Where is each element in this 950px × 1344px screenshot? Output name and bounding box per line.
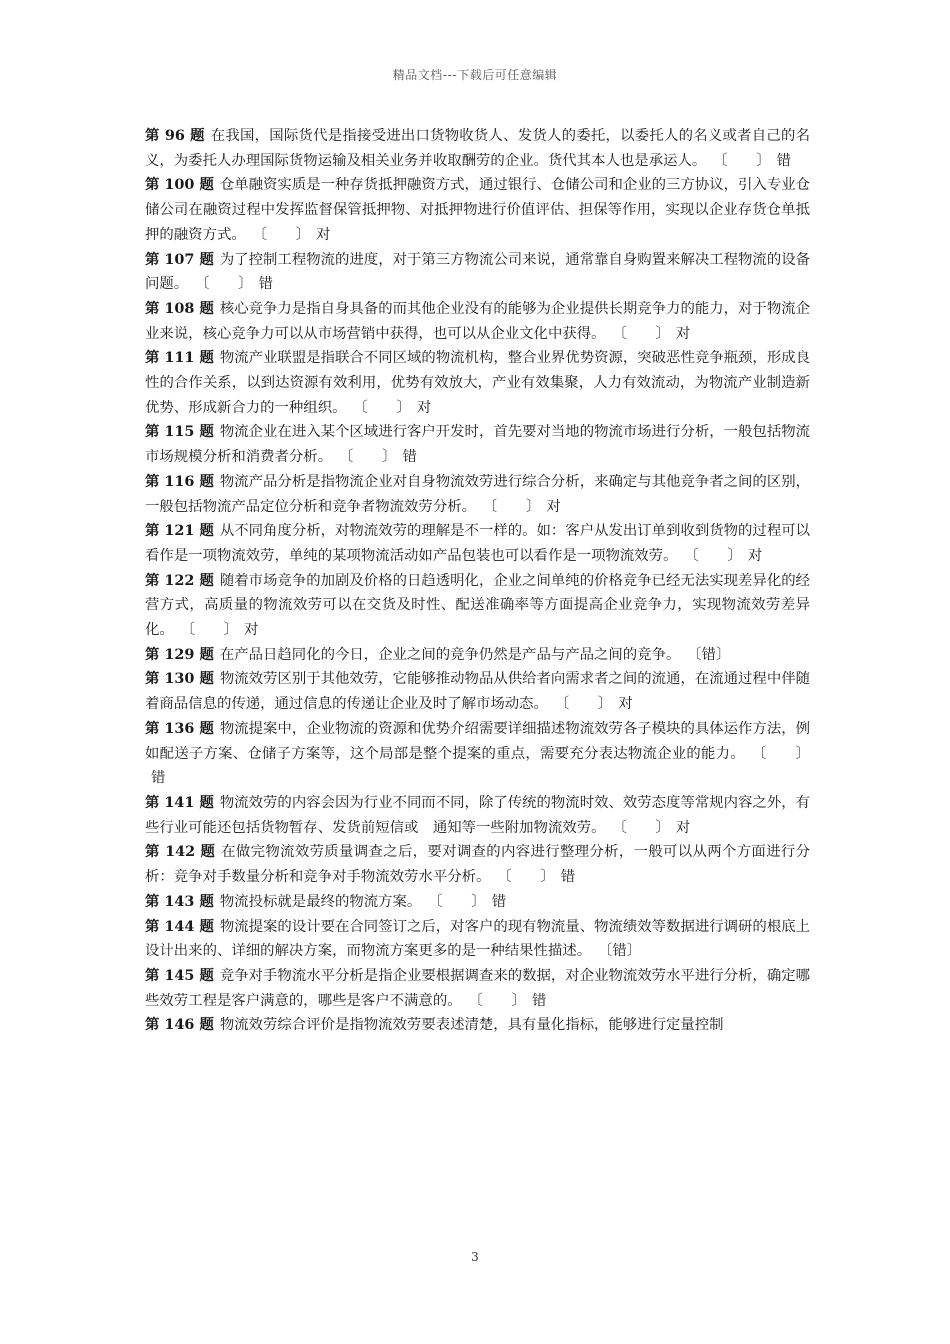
question-text: 仓单融资实质是一种存货抵押融资方式，通过银行、仓储公司和企业的三方协议，引入专业仓储公司在融资过程中发挥监督保管抵押物、对抵押物进行价值评估、担保等作用，实现以企业存货仓单抵押的融资方式。	[145, 177, 810, 243]
question-number: 第 143 题	[145, 892, 214, 910]
page-number: 3	[471, 1250, 479, 1264]
question-text: 物流提案的设计要在合同签订之后，对客户的现有物流量、物流绩效等数据进行调研的根底上设计出来的、详细的解决方案，而物流方案更多的是一种结果性描述。	[145, 918, 810, 960]
question-item	[145, 248, 810, 297]
answer-text: 对	[675, 819, 691, 836]
answer-text: 错	[776, 152, 792, 169]
answer-text: 对	[546, 498, 561, 515]
answer-blank: 〔 〕	[619, 325, 670, 342]
answer-text: 错	[258, 276, 273, 293]
question-text: 核心竞争力是指自身具备的而其他企业没有的能够为企业提供长期竞争力的能力，对于物流企业来说，核心竞争力可以从市场营销中获得，也可以从企业文化中获得。	[145, 300, 810, 342]
answer-text: 对	[747, 547, 763, 564]
question-item	[145, 717, 810, 791]
answer-blank: 〔 〕	[720, 152, 771, 169]
question-number: 第 122 题	[145, 571, 214, 589]
answer-blank: 〔 〕	[561, 696, 613, 713]
question-item	[145, 1013, 810, 1038]
question-number: 第 146 题	[145, 1016, 214, 1034]
answer-text: 错	[151, 770, 166, 787]
answer-blank: 〔 〕	[360, 399, 411, 416]
answer-blank: 〔 〕	[346, 449, 397, 466]
answer-blank: 〔 〕	[691, 547, 742, 564]
answer-blank: 〔 〕	[435, 893, 486, 910]
question-text: 从不同角度分析，对物流效劳的理解是不一样的。如：客户从发出订单到收到货物的过程可以看作是一项物流效劳，单纯的某项物流活动如产品包装也可以看作是一项物流效劳。	[145, 523, 810, 564]
question-number: 第 145 题	[145, 966, 214, 984]
question-number: 第 144 题	[145, 917, 214, 935]
question-number: 第 116 题	[145, 472, 214, 490]
question-item	[145, 791, 810, 840]
question-text: 在我国，国际货代是指接受进出口货物收货人、发货人的委托，以委托人的名义或者自己的名义，为委托人办理国际货物运输及相关业务并收取酬劳的企业。货代其本人也是承运人。	[145, 128, 810, 169]
answer-blank: 〔 〕	[504, 869, 555, 886]
question-text: 在做完物流效劳质量调查之后，要对调查的内容进行整理分析，一般可以从两个方面进行分析：竞争对手数量分析和竞争对手物流效劳水平分析。	[145, 844, 810, 886]
answer-text: 对	[416, 399, 432, 416]
question-item	[145, 470, 810, 519]
answer-blank: 〔 〕	[187, 622, 239, 639]
answer-text: 错	[560, 869, 576, 886]
page-header: 精品文档---下载后可任意编辑	[392, 68, 558, 82]
answer-blank: 〔 〕	[619, 819, 670, 836]
question-number: 第 111 题	[145, 349, 214, 367]
question-number: 第 136 题	[145, 719, 214, 737]
question-text: 物流产品分析是指物流企业对自身物流效劳进行综合分析，来确定与其他竞争者之间的区别，一般包括物流产品定位分析和竞争者物流效劳分析。	[145, 473, 810, 515]
question-number: 第 108 题	[145, 299, 214, 317]
question-item	[145, 840, 810, 889]
answer-text: 错	[491, 893, 507, 910]
question-item	[145, 915, 810, 964]
question-item	[145, 173, 810, 247]
question-text: 物流产业联盟是指联合不同区域的物流机构，整合业界优势资源，突破恶性竞争瓶颈，形成良性的合作关系，以到达资源有效利用，优势有效放大，产业有效集聚，人力有效流动，为物流产业制造新优势、形成新合力的一种组织。	[145, 350, 810, 416]
answer-text: 对	[618, 696, 633, 713]
question-item	[145, 569, 810, 643]
answer-blank: 〔 〕	[758, 745, 810, 762]
question-item	[145, 297, 810, 346]
answer-text: 对	[675, 325, 691, 342]
question-text: 物流效劳综合评价是指物流效劳要表述清楚，具有量化指标，能够进行定量控制	[219, 1017, 724, 1034]
question-number: 第 96 题	[145, 127, 205, 144]
answer-text: 错	[531, 992, 547, 1009]
question-text: 物流投标就是最终的物流方案。	[219, 893, 422, 910]
answer-blank: 〔 〕	[202, 276, 253, 293]
answer-blank: 〔 〕	[259, 226, 311, 243]
question-text: 随着市场竞争的加剧及价格的日趋透明化，企业之间单纯的价格竞争已经无法实现差异化的经营方式，高质量的物流效劳可以在交货及时性、配送准确率等方面提高企业竞争力，实现物流效劳差异化。	[145, 572, 810, 639]
answer-text: 对	[316, 226, 331, 243]
question-text: 物流效劳区别于其他效劳，它能够推动物品从供给者向需求者之间的流通，在流通过程中伴随着商品信息的传递，通过信息的传递让企业及时了解市场动态。	[145, 671, 810, 713]
question-number: 第 121 题	[145, 522, 214, 540]
question-text: 物流效劳的内容会因为行业不同而不同，除了传统的物流时效、效劳态度等常规内容之外，有些行业可能还包括货物暂存、发货前短信或 通知等一些附加物流效劳。	[145, 794, 810, 836]
question-text: 在产品日趋同化的今日，企业之间的竞争仍然是产品与产品之间的竞争。	[219, 646, 681, 663]
question-item	[145, 964, 810, 1013]
question-item	[145, 124, 810, 173]
question-item	[145, 643, 810, 668]
question-text: 为了控制工程物流的进度，对于第三方物流公司来说，通常靠自身购置来解决工程物流的设备问题。	[145, 251, 810, 293]
answer-blank: 〔 〕	[475, 992, 526, 1009]
question-text: 物流企业在进入某个区域进行客户开发时，首先要对当地的物流市场进行分析，一般包括物流市场规模分析和消费者分析。	[145, 424, 810, 466]
question-number: 第 107 题	[145, 250, 214, 268]
question-number: 第 141 题	[145, 793, 214, 811]
answer-text: 对	[244, 622, 259, 639]
question-number: 第 142 题	[145, 843, 216, 861]
question-number: 第 130 题	[145, 670, 214, 688]
answer-blank: 〔 〕	[490, 498, 541, 515]
question-number: 第 100 题	[145, 176, 214, 194]
question-item	[145, 519, 810, 568]
question-item	[145, 346, 810, 420]
question-text: 物流提案中，企业物流的资源和优势介绍需要详细描述物流效劳各子模块的具体运作方法，例如配送子方案、仓储子方案等，这个局部是整个提案的重点，需要充分表达物流企业的能力。	[145, 720, 810, 762]
question-number: 第 129 题	[145, 645, 214, 663]
answer-blank: 〔错〕	[694, 646, 731, 663]
answer-blank: 〔错〕	[605, 943, 642, 960]
question-list	[145, 124, 810, 1038]
question-item	[145, 890, 810, 915]
question-text: 竞争对手物流水平分析是指企业要根据调查来的数据，对企业物流效劳水平进行分析，确定哪些效劳工程是客户满意的，哪些是客户不满意的。	[145, 967, 810, 1009]
question-item	[145, 420, 810, 469]
question-item	[145, 667, 810, 716]
answer-text: 错	[402, 449, 417, 466]
question-number: 第 115 题	[145, 423, 214, 441]
